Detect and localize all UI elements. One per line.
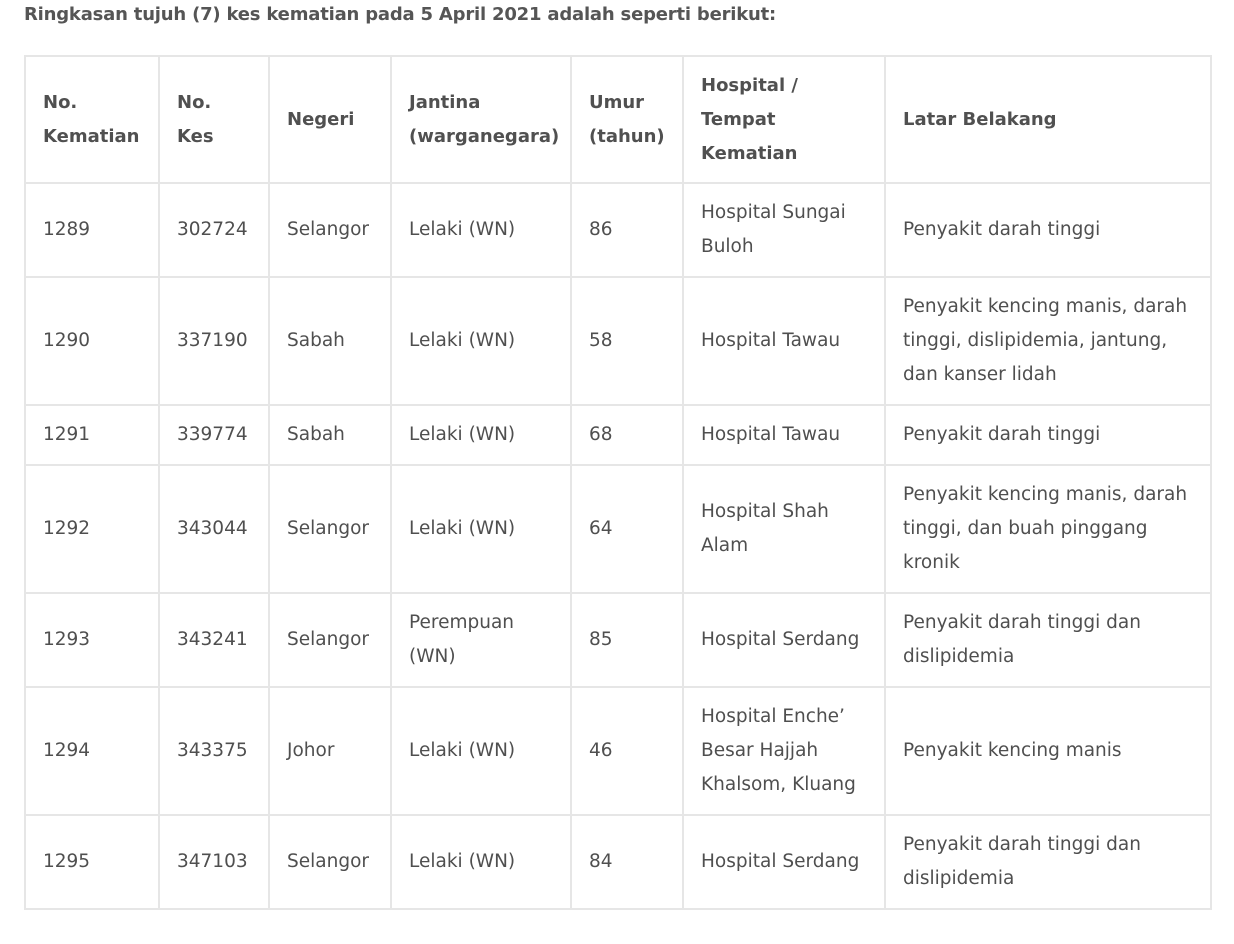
cell-negeri: Selangor [269, 593, 391, 687]
cell-jantina: Lelaki (WN) [391, 183, 571, 277]
cell-latar-belakang: Penyakit darah tinggi dan dislipidemia [885, 593, 1211, 687]
table-row [25, 277, 1211, 405]
cell-no-kes: 343241 [159, 593, 269, 687]
cell-negeri: Johor [269, 687, 391, 815]
deaths-table [24, 55, 1212, 910]
cell-no-kes: 302724 [159, 183, 269, 277]
header-hospital: Hospital / Tempat Kematian [683, 56, 885, 183]
cell-negeri: Sabah [269, 277, 391, 405]
cell-latar-belakang: Penyakit darah tinggi [885, 405, 1211, 465]
header-negeri: Negeri [269, 56, 391, 183]
table-row [25, 815, 1211, 909]
cell-negeri: Selangor [269, 183, 391, 277]
cell-umur: 58 [571, 277, 683, 405]
intro-text: Ringkasan tujuh (7) kes kematian pada 5 April 2021 adalah seperti berikut: [24, 4, 777, 25]
header-no-kematian: No. Kematian [25, 56, 159, 183]
cell-no-kematian: 1295 [25, 815, 159, 909]
cell-latar-belakang: Penyakit kencing manis, darah tinggi, dislipidemia, jantung, dan kanser lidah [885, 277, 1211, 405]
cell-no-kes: 343375 [159, 687, 269, 815]
table-row [25, 465, 1211, 593]
table-row [25, 405, 1211, 465]
cell-jantina: Lelaki (WN) [391, 405, 571, 465]
cell-latar-belakang: Penyakit kencing manis, darah tinggi, dan buah pinggang kronik [885, 465, 1211, 593]
cell-jantina: Perempuan (WN) [391, 593, 571, 687]
header-jantina: Jantina (warganegara) [391, 56, 571, 183]
cell-latar-belakang: Penyakit darah tinggi [885, 183, 1211, 277]
cell-latar-belakang: Penyakit darah tinggi dan dislipidemia [885, 815, 1211, 909]
cell-hospital: Hospital Tawau [683, 277, 885, 405]
cell-jantina: Lelaki (WN) [391, 815, 571, 909]
table-row [25, 183, 1211, 277]
table-header-row [25, 56, 1211, 183]
cell-no-kematian: 1289 [25, 183, 159, 277]
cell-no-kes: 343044 [159, 465, 269, 593]
cell-umur: 84 [571, 815, 683, 909]
cell-jantina: Lelaki (WN) [391, 465, 571, 593]
cell-no-kes: 337190 [159, 277, 269, 405]
cell-no-kematian: 1293 [25, 593, 159, 687]
cell-hospital: Hospital Serdang [683, 593, 885, 687]
cell-hospital: Hospital Sungai Buloh [683, 183, 885, 277]
cell-hospital: Hospital Serdang [683, 815, 885, 909]
cell-hospital: Hospital Tawau [683, 405, 885, 465]
header-latar-belakang: Latar Belakang [885, 56, 1211, 183]
table-row [25, 687, 1211, 815]
cell-no-kematian: 1294 [25, 687, 159, 815]
cell-no-kematian: 1290 [25, 277, 159, 405]
cell-jantina: Lelaki (WN) [391, 687, 571, 815]
cell-no-kes: 339774 [159, 405, 269, 465]
header-no-kes: No. Kes [159, 56, 269, 183]
cell-latar-belakang: Penyakit kencing manis [885, 687, 1211, 815]
header-umur: Umur (tahun) [571, 56, 683, 183]
cell-hospital: Hospital Enche’ Besar Hajjah Khalsom, Kluang [683, 687, 885, 815]
table-row [25, 593, 1211, 687]
cell-no-kematian: 1291 [25, 405, 159, 465]
cell-umur: 85 [571, 593, 683, 687]
cell-no-kes: 347103 [159, 815, 269, 909]
cell-hospital: Hospital Shah Alam [683, 465, 885, 593]
cell-negeri: Selangor [269, 815, 391, 909]
cell-no-kematian: 1292 [25, 465, 159, 593]
cell-umur: 46 [571, 687, 683, 815]
cell-negeri: Sabah [269, 405, 391, 465]
cell-jantina: Lelaki (WN) [391, 277, 571, 405]
cell-umur: 64 [571, 465, 683, 593]
cell-umur: 68 [571, 405, 683, 465]
cell-negeri: Selangor [269, 465, 391, 593]
cell-umur: 86 [571, 183, 683, 277]
